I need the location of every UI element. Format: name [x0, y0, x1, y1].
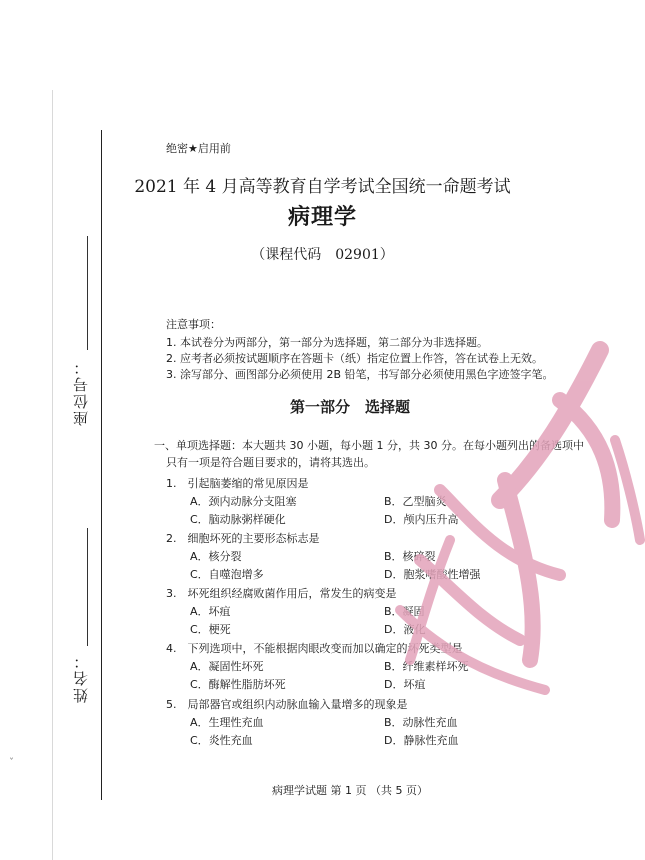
option-b: B．动脉性充血: [384, 716, 458, 729]
option-c: C．炎性充血: [190, 734, 253, 747]
option-b: B．核碎裂: [384, 550, 436, 563]
option-c: C．酶解性脂肪坏死: [190, 678, 286, 691]
option-d: D．胞浆嗜酸性增强: [384, 568, 481, 581]
note-item: 3. 涂写部分、画图部分必须使用 2B 铅笔，书写部分必须使用黑色字迹签字笔。: [166, 368, 554, 381]
question-stem: 3. 坏死组织经腐败菌作用后，常发生的病变是: [166, 587, 397, 600]
option-d: D．液化: [384, 623, 426, 636]
part-one-title: 第一部分 选择题: [289, 398, 410, 416]
note-item: 1. 本试卷分为两部分，第一部分为选择题，第二部分为非选择题。: [166, 336, 488, 349]
subject-title: 病理学: [287, 205, 357, 230]
question-stem: 2. 细胞坏死的主要形态标志是: [166, 532, 320, 545]
option-b: B．纤维素样坏死: [384, 660, 469, 673]
question-stem: 4. 下列选项中，不能根据肉眼改变而加以确定的坏死类型是: [166, 642, 463, 655]
confidential-mark: 绝密★启用前: [166, 142, 231, 155]
question-stem: 1. 引起脑萎缩的常见原因是: [166, 477, 309, 490]
option-c: C．脑动脉粥样硬化: [190, 513, 286, 526]
scan-speck: ˇ: [9, 758, 14, 769]
option-c: C．自噬泡增多: [190, 568, 264, 581]
option-d: D．坏疽: [384, 678, 426, 691]
option-d: D．颅内压升高: [384, 513, 459, 526]
name-label: 姓名：: [72, 652, 90, 703]
option-a: A．核分裂: [190, 550, 242, 563]
question-stem: 5. 局部器官或组织内动脉血输入量增多的现象是: [166, 698, 408, 711]
option-d: D．静脉性充血: [384, 734, 459, 747]
section-instruction: 一、单项选择题：本大题共 30 小题，每小题 1 分，共 30 分。在每小题列出的备选项中: [154, 439, 584, 452]
option-b: B．凝固: [384, 605, 425, 618]
course-code: （课程代码 02901）: [251, 247, 394, 263]
seat-number-label: 座位号：: [72, 358, 90, 426]
notes-heading: 注意事项：: [166, 318, 221, 331]
option-a: A．生理性充血: [190, 716, 264, 729]
option-a: A．凝固性坏死: [190, 660, 264, 673]
option-a: A．坏疽: [190, 605, 231, 618]
name-blank: [87, 528, 88, 646]
page-footer: 病理学试题 第 1 页 （共 5 页）: [272, 784, 428, 797]
option-c: C．梗死: [190, 623, 231, 636]
note-item: 2. 应考者必须按试题顺序在答题卡（纸）指定位置上作答，答在试卷上无效。: [166, 352, 543, 365]
exam-title: 2021 年 4 月高等教育自学考试全国统一命题考试: [134, 177, 511, 197]
option-a: A．颈内动脉分支阻塞: [190, 495, 297, 508]
section-instruction: 只有一项是符合题目要求的，请将其选出。: [166, 456, 375, 469]
option-b: B．乙型脑炎: [384, 495, 447, 508]
